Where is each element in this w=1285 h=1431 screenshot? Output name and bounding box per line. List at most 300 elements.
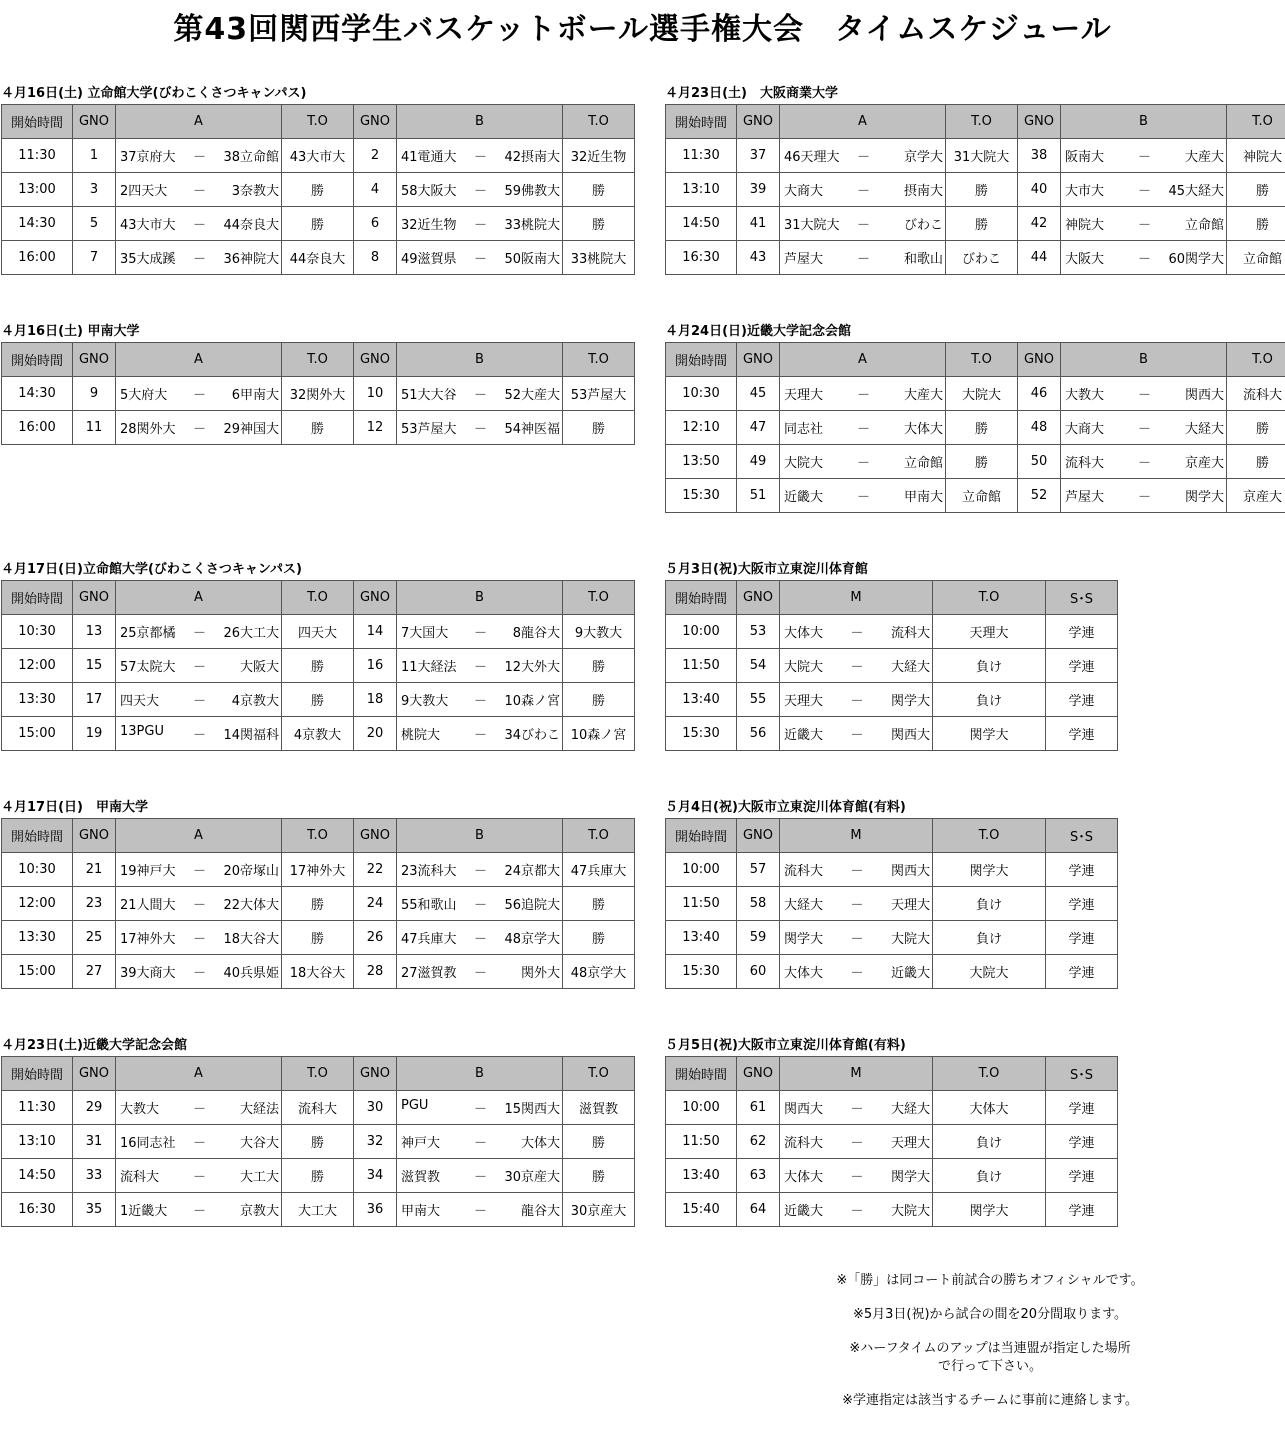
game-number: 33 bbox=[73, 1159, 116, 1193]
start-time: 15:40 bbox=[666, 1193, 737, 1227]
team-right: 38立命館 bbox=[223, 150, 279, 165]
team-left: 49滋賀県 bbox=[401, 252, 457, 267]
team-right: 関西大 bbox=[890, 864, 930, 879]
team-left: 51大大谷 bbox=[401, 388, 457, 403]
start-time: 15:00 bbox=[2, 717, 73, 751]
game-number: 51 bbox=[737, 479, 780, 513]
column-header: S･S bbox=[1046, 1057, 1118, 1091]
table-official: 流科大 bbox=[1227, 377, 1285, 411]
column-header: B bbox=[397, 1057, 563, 1091]
team-right: 3奈教大 bbox=[231, 184, 279, 199]
table-official: 関学大 bbox=[933, 1193, 1046, 1227]
team-right: 26大工大 bbox=[223, 626, 279, 641]
matchup bbox=[397, 1125, 563, 1159]
game-number: 48 bbox=[1018, 411, 1061, 445]
team-right: 大産大 bbox=[1184, 150, 1224, 165]
statistics-staff: 学連 bbox=[1046, 921, 1118, 955]
team-right: 4京教大 bbox=[231, 694, 279, 709]
start-time: 13:30 bbox=[2, 921, 73, 955]
versus-dash: － bbox=[850, 626, 864, 641]
table-official: 勝 bbox=[1227, 445, 1285, 479]
team-left: 同志社 bbox=[784, 422, 824, 437]
team-left: 大院大 bbox=[784, 660, 824, 675]
matchup bbox=[397, 241, 563, 275]
table-row bbox=[666, 853, 1118, 887]
start-time: 11:50 bbox=[666, 887, 737, 921]
team-right: 大経大 bbox=[890, 1102, 930, 1117]
matchup bbox=[1061, 445, 1227, 479]
table-official: 31大院大 bbox=[946, 139, 1018, 173]
schedule-table bbox=[665, 342, 1285, 513]
column-header: T.O bbox=[563, 105, 635, 139]
team-right: 15関西大 bbox=[504, 1102, 560, 1117]
team-right: 大阪大 bbox=[239, 660, 279, 675]
game-number: 61 bbox=[737, 1091, 780, 1125]
column-header: T.O bbox=[1227, 105, 1285, 139]
column-header: T.O bbox=[946, 343, 1018, 377]
table-official: 京産大 bbox=[1227, 479, 1285, 513]
versus-dash: － bbox=[850, 660, 864, 675]
table-official: 32関外大 bbox=[282, 377, 354, 411]
team-right: 12大外大 bbox=[504, 660, 560, 675]
column-header: GNO bbox=[737, 819, 780, 853]
start-time: 10:30 bbox=[2, 853, 73, 887]
column-header: GNO bbox=[354, 1057, 397, 1091]
versus-dash: － bbox=[850, 864, 864, 879]
column-header: T.O bbox=[933, 1057, 1046, 1091]
column-header: 開始時間 bbox=[2, 105, 73, 139]
start-time: 13:50 bbox=[666, 445, 737, 479]
table-official: 48京学大 bbox=[563, 955, 635, 989]
team-left: 流科大 bbox=[784, 1136, 824, 1151]
matchup bbox=[780, 479, 946, 513]
column-header: B bbox=[397, 105, 563, 139]
matchup bbox=[116, 1193, 282, 1227]
game-number: 36 bbox=[354, 1193, 397, 1227]
column-header: 開始時間 bbox=[666, 819, 737, 853]
versus-dash: － bbox=[850, 1170, 864, 1185]
matchup bbox=[780, 615, 933, 649]
matchup bbox=[116, 411, 282, 445]
matchup bbox=[780, 173, 946, 207]
matchup bbox=[116, 139, 282, 173]
section-title: ５月3日(祝)大阪市立東淀川体育館 bbox=[665, 562, 868, 577]
team-right: 45大経大 bbox=[1168, 184, 1224, 199]
start-time: 12:00 bbox=[2, 887, 73, 921]
matchup bbox=[780, 955, 933, 989]
table-official: 勝 bbox=[563, 649, 635, 683]
start-time: 14:50 bbox=[666, 207, 737, 241]
team-left: 流科大 bbox=[784, 864, 824, 879]
versus-dash: － bbox=[473, 1204, 487, 1219]
start-time: 11:30 bbox=[666, 139, 737, 173]
table-row bbox=[666, 683, 1118, 717]
start-time: 16:00 bbox=[2, 241, 73, 275]
matchup bbox=[780, 411, 946, 445]
team-right: 関西大 bbox=[1184, 388, 1224, 403]
team-right: 大経大 bbox=[890, 660, 930, 675]
versus-dash: － bbox=[473, 660, 487, 675]
matchup bbox=[116, 1091, 282, 1125]
team-right: 大院大 bbox=[890, 932, 930, 947]
game-number: 29 bbox=[73, 1091, 116, 1125]
table-official: 関学大 bbox=[933, 853, 1046, 887]
table-official: 4京教大 bbox=[282, 717, 354, 751]
table-official: 関学大 bbox=[933, 717, 1046, 751]
table-row bbox=[2, 1125, 635, 1159]
table-row bbox=[2, 615, 635, 649]
team-right: 29神国大 bbox=[223, 422, 279, 437]
team-left: 大教大 bbox=[1065, 388, 1105, 403]
team-left: PGU bbox=[401, 1098, 429, 1113]
table-official: 負け bbox=[933, 887, 1046, 921]
versus-dash: － bbox=[192, 150, 206, 165]
header-row bbox=[666, 105, 1285, 139]
team-left: 大市大 bbox=[1065, 184, 1105, 199]
game-number: 31 bbox=[73, 1125, 116, 1159]
column-header: A bbox=[780, 105, 946, 139]
team-right: 龍谷大 bbox=[520, 1204, 560, 1219]
game-number: 47 bbox=[737, 411, 780, 445]
matchup bbox=[116, 717, 282, 751]
matchup bbox=[116, 887, 282, 921]
team-left: 13PGU bbox=[120, 724, 164, 739]
game-number: 27 bbox=[73, 955, 116, 989]
game-number: 58 bbox=[737, 887, 780, 921]
team-right: 摂南大 bbox=[903, 184, 943, 199]
table-row bbox=[666, 887, 1118, 921]
column-header: A bbox=[116, 343, 282, 377]
column-header: B bbox=[397, 581, 563, 615]
table-row bbox=[2, 411, 635, 445]
start-time: 15:30 bbox=[666, 479, 737, 513]
column-header: B bbox=[1061, 343, 1227, 377]
versus-dash: － bbox=[192, 626, 206, 641]
team-right: 京教大 bbox=[239, 1204, 279, 1219]
table-official: 勝 bbox=[563, 921, 635, 955]
matchup bbox=[397, 615, 563, 649]
column-header: M bbox=[780, 819, 933, 853]
matchup bbox=[780, 649, 933, 683]
team-right: 京学大 bbox=[903, 150, 943, 165]
table-official: 勝 bbox=[282, 683, 354, 717]
table-row bbox=[666, 445, 1285, 479]
game-number: 10 bbox=[354, 377, 397, 411]
start-time: 11:30 bbox=[2, 139, 73, 173]
game-number: 12 bbox=[354, 411, 397, 445]
game-number: 32 bbox=[354, 1125, 397, 1159]
game-number: 9 bbox=[73, 377, 116, 411]
start-time: 11:30 bbox=[2, 1091, 73, 1125]
game-number: 42 bbox=[1018, 207, 1061, 241]
header-row bbox=[666, 581, 1118, 615]
team-right: 60関学大 bbox=[1168, 252, 1224, 267]
team-left: 25京都橘 bbox=[120, 626, 176, 641]
team-right: 大経大 bbox=[1184, 422, 1224, 437]
schedule-section bbox=[665, 1036, 1118, 1227]
schedule-table bbox=[665, 104, 1285, 275]
column-header: GNO bbox=[1018, 343, 1061, 377]
note-1: ※「勝」は同コート前試合の勝ちオフィシャルです。 bbox=[836, 1273, 1144, 1288]
game-number: 3 bbox=[73, 173, 116, 207]
team-left: 7大国大 bbox=[401, 626, 449, 641]
team-left: 5大府大 bbox=[120, 388, 168, 403]
team-right: 立命館 bbox=[903, 456, 943, 471]
versus-dash: － bbox=[473, 626, 487, 641]
matchup bbox=[780, 1193, 933, 1227]
team-left: 大阪大 bbox=[1065, 252, 1105, 267]
matchup bbox=[780, 445, 946, 479]
table-row bbox=[666, 615, 1118, 649]
matchup bbox=[397, 649, 563, 683]
game-number: 34 bbox=[354, 1159, 397, 1193]
table-row bbox=[666, 377, 1285, 411]
versus-dash: － bbox=[1137, 456, 1151, 471]
table-official: 神院大 bbox=[1227, 139, 1285, 173]
matchup bbox=[116, 1125, 282, 1159]
start-time: 15:30 bbox=[666, 955, 737, 989]
column-header: GNO bbox=[737, 105, 780, 139]
team-right: 天理大 bbox=[890, 1136, 930, 1151]
team-left: 近畿大 bbox=[784, 490, 824, 505]
table-official: 勝 bbox=[563, 173, 635, 207]
statistics-staff: 学連 bbox=[1046, 717, 1118, 751]
matchup bbox=[397, 411, 563, 445]
start-time: 13:40 bbox=[666, 921, 737, 955]
table-row bbox=[2, 887, 635, 921]
team-left: 関学大 bbox=[784, 932, 824, 947]
statistics-staff: 学連 bbox=[1046, 887, 1118, 921]
team-right: 48京学大 bbox=[504, 932, 560, 947]
column-header: GNO bbox=[73, 105, 116, 139]
team-left: 28関外大 bbox=[120, 422, 176, 437]
matchup bbox=[397, 921, 563, 955]
column-header: 開始時間 bbox=[666, 581, 737, 615]
versus-dash: － bbox=[1137, 252, 1151, 267]
table-official: 負け bbox=[933, 921, 1046, 955]
column-header: 開始時間 bbox=[2, 343, 73, 377]
versus-dash: － bbox=[473, 728, 487, 743]
team-right: 40兵県姫 bbox=[223, 966, 279, 981]
versus-dash: － bbox=[473, 218, 487, 233]
schedule-table bbox=[1, 818, 635, 989]
game-number: 4 bbox=[354, 173, 397, 207]
schedule-table bbox=[665, 1056, 1118, 1227]
column-header: GNO bbox=[73, 581, 116, 615]
game-number: 26 bbox=[354, 921, 397, 955]
column-header: M bbox=[780, 1057, 933, 1091]
matchup bbox=[1061, 411, 1227, 445]
table-row bbox=[666, 649, 1118, 683]
game-number: 11 bbox=[73, 411, 116, 445]
header-row bbox=[2, 105, 635, 139]
note-3: ※ハーフタイムのアップは当連盟が指定した場所 で行って下さい。 bbox=[849, 1341, 1131, 1374]
versus-dash: － bbox=[473, 932, 487, 947]
matchup bbox=[397, 377, 563, 411]
matchup bbox=[780, 717, 933, 751]
team-left: 1近畿大 bbox=[120, 1204, 168, 1219]
table-row bbox=[2, 853, 635, 887]
start-time: 13:00 bbox=[2, 173, 73, 207]
matchup bbox=[780, 683, 933, 717]
column-header: GNO bbox=[1018, 105, 1061, 139]
matchup bbox=[397, 1193, 563, 1227]
table-row bbox=[666, 241, 1285, 275]
table-row bbox=[2, 955, 635, 989]
team-left: 32近生物 bbox=[401, 218, 457, 233]
statistics-staff: 学連 bbox=[1046, 615, 1118, 649]
start-time: 10:00 bbox=[666, 1091, 737, 1125]
table-official: 53芦屋大 bbox=[563, 377, 635, 411]
team-right: びわこ bbox=[903, 218, 943, 233]
team-right: 流科大 bbox=[890, 626, 930, 641]
matchup bbox=[397, 139, 563, 173]
team-right: 大院大 bbox=[890, 1204, 930, 1219]
team-right: 大経法 bbox=[239, 1102, 279, 1117]
table-row bbox=[2, 241, 635, 275]
table-row bbox=[666, 479, 1285, 513]
game-number: 38 bbox=[1018, 139, 1061, 173]
start-time: 12:00 bbox=[2, 649, 73, 683]
team-left: 大院大 bbox=[784, 456, 824, 471]
schedule-section bbox=[1, 1036, 635, 1227]
table-official: 勝 bbox=[282, 649, 354, 683]
versus-dash: － bbox=[850, 932, 864, 947]
matchup bbox=[397, 955, 563, 989]
game-number: 59 bbox=[737, 921, 780, 955]
section-title: ５月5日(祝)大阪市立東淀川体育館(有料) bbox=[665, 1038, 906, 1053]
game-number: 28 bbox=[354, 955, 397, 989]
table-row bbox=[2, 139, 635, 173]
table-row bbox=[666, 173, 1285, 207]
versus-dash: － bbox=[192, 252, 206, 267]
versus-dash: － bbox=[192, 966, 206, 981]
column-header: 開始時間 bbox=[666, 343, 737, 377]
matchup bbox=[397, 853, 563, 887]
statistics-staff: 学連 bbox=[1046, 649, 1118, 683]
team-left: 四天大 bbox=[120, 694, 160, 709]
matchup bbox=[116, 955, 282, 989]
team-right: 天理大 bbox=[890, 898, 930, 913]
matchup bbox=[780, 853, 933, 887]
matchup bbox=[780, 887, 933, 921]
table-official: 勝 bbox=[563, 1159, 635, 1193]
versus-dash: － bbox=[856, 252, 870, 267]
team-left: 大経大 bbox=[784, 898, 824, 913]
column-header: S･S bbox=[1046, 581, 1118, 615]
team-left: 流科大 bbox=[1065, 456, 1105, 471]
start-time: 11:50 bbox=[666, 1125, 737, 1159]
schedule-section bbox=[665, 560, 1118, 751]
versus-dash: － bbox=[473, 150, 487, 165]
schedule-section bbox=[665, 798, 1118, 989]
column-header: T.O bbox=[282, 343, 354, 377]
column-header: A bbox=[116, 105, 282, 139]
team-left: 11大経法 bbox=[401, 660, 457, 675]
game-number: 2 bbox=[354, 139, 397, 173]
table-official: 勝 bbox=[1227, 207, 1285, 241]
table-official: 負け bbox=[933, 1159, 1046, 1193]
section-title: ４月16日(土) 立命館大学(びわこくさつキャンパス) bbox=[1, 86, 307, 101]
versus-dash: － bbox=[850, 966, 864, 981]
matchup bbox=[780, 1091, 933, 1125]
column-header: 開始時間 bbox=[2, 819, 73, 853]
game-number: 39 bbox=[737, 173, 780, 207]
team-right: 33桃院大 bbox=[504, 218, 560, 233]
start-time: 14:30 bbox=[2, 207, 73, 241]
section-title: ４月23日(土)近畿大学記念会館 bbox=[1, 1038, 187, 1053]
team-left: 大商大 bbox=[1065, 422, 1105, 437]
versus-dash: － bbox=[1137, 150, 1151, 165]
versus-dash: － bbox=[856, 456, 870, 471]
game-number: 44 bbox=[1018, 241, 1061, 275]
table-official: 四天大 bbox=[282, 615, 354, 649]
column-header: T.O bbox=[282, 581, 354, 615]
matchup bbox=[780, 377, 946, 411]
table-official: 大体大 bbox=[933, 1091, 1046, 1125]
statistics-staff: 学連 bbox=[1046, 955, 1118, 989]
column-header: T.O bbox=[563, 343, 635, 377]
column-header: GNO bbox=[737, 343, 780, 377]
matchup bbox=[397, 887, 563, 921]
table-official: びわこ bbox=[946, 241, 1018, 275]
column-header: GNO bbox=[73, 819, 116, 853]
column-header: T.O bbox=[1227, 343, 1285, 377]
team-right: 10森ノ宮 bbox=[504, 694, 560, 709]
schedule-table bbox=[1, 1056, 635, 1227]
versus-dash: － bbox=[850, 694, 864, 709]
game-number: 62 bbox=[737, 1125, 780, 1159]
column-header: T.O bbox=[282, 105, 354, 139]
game-number: 50 bbox=[1018, 445, 1061, 479]
table-row bbox=[2, 377, 635, 411]
statistics-staff: 学連 bbox=[1046, 683, 1118, 717]
game-number: 57 bbox=[737, 853, 780, 887]
game-number: 23 bbox=[73, 887, 116, 921]
table-official: 勝 bbox=[282, 887, 354, 921]
header-row bbox=[2, 343, 635, 377]
game-number: 54 bbox=[737, 649, 780, 683]
table-official: 勝 bbox=[946, 411, 1018, 445]
versus-dash: － bbox=[473, 388, 487, 403]
start-time: 13:10 bbox=[2, 1125, 73, 1159]
team-left: 21人間大 bbox=[120, 898, 176, 913]
table-official: 負け bbox=[933, 1125, 1046, 1159]
column-header: T.O bbox=[282, 1057, 354, 1091]
start-time: 10:30 bbox=[2, 615, 73, 649]
table-official: 負け bbox=[933, 683, 1046, 717]
team-right: 59佛教大 bbox=[504, 184, 560, 199]
matchup bbox=[116, 377, 282, 411]
table-row bbox=[666, 1125, 1118, 1159]
versus-dash: － bbox=[850, 728, 864, 743]
table-row bbox=[666, 207, 1285, 241]
matchup bbox=[397, 207, 563, 241]
team-left: 16同志社 bbox=[120, 1136, 176, 1151]
team-right: 44奈良大 bbox=[223, 218, 279, 233]
team-left: 近畿大 bbox=[784, 1204, 824, 1219]
game-number: 24 bbox=[354, 887, 397, 921]
start-time: 13:40 bbox=[666, 1159, 737, 1193]
versus-dash: － bbox=[856, 218, 870, 233]
matchup bbox=[116, 649, 282, 683]
versus-dash: － bbox=[850, 1102, 864, 1117]
table-official: 勝 bbox=[1227, 411, 1285, 445]
versus-dash: － bbox=[192, 1136, 206, 1151]
team-left: 35大成蹊 bbox=[120, 252, 176, 267]
versus-dash: － bbox=[1137, 184, 1151, 199]
game-number: 22 bbox=[354, 853, 397, 887]
